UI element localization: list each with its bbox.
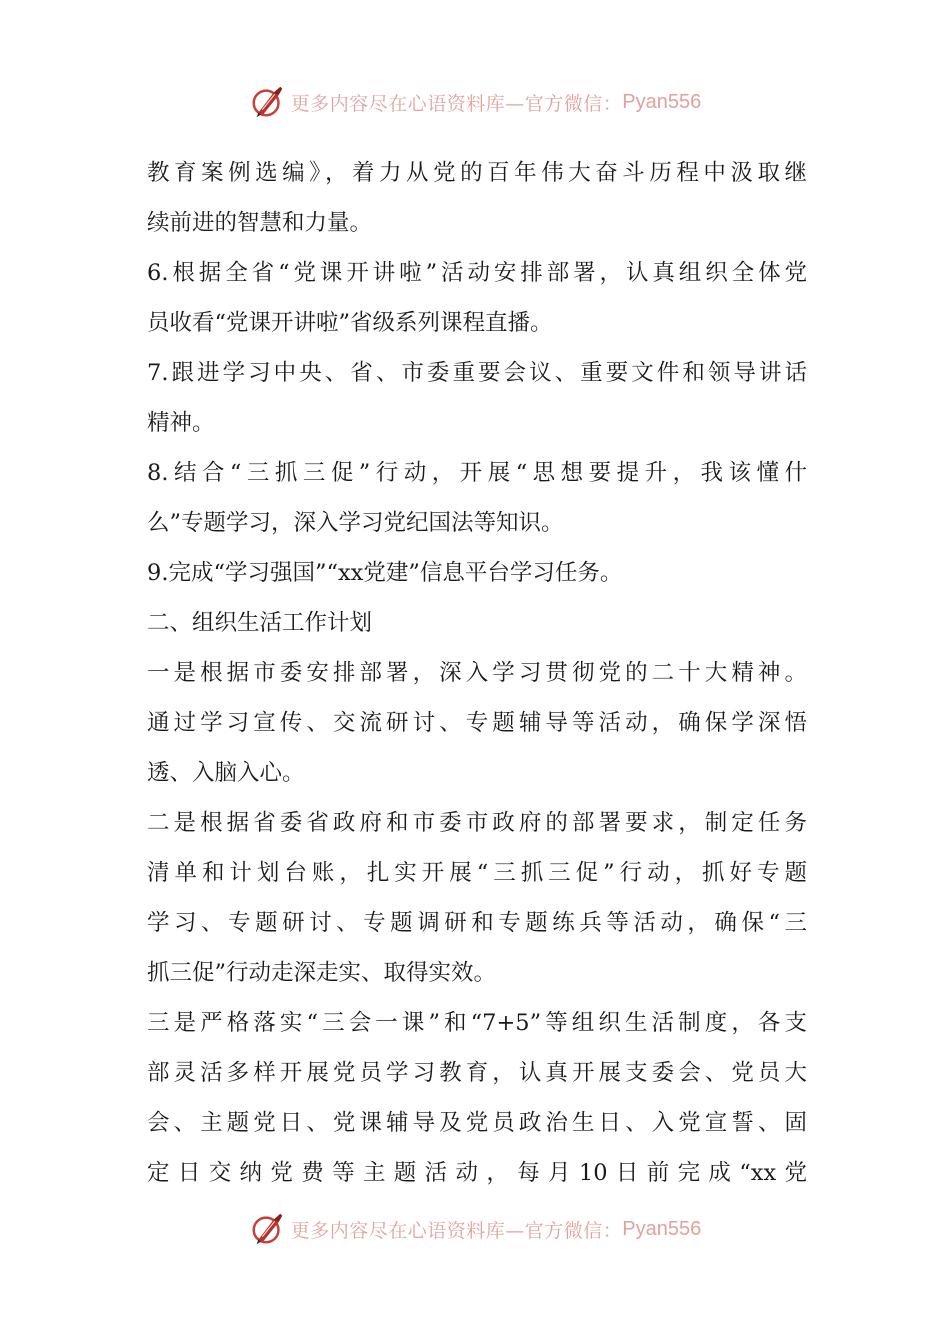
watermark-text: 更多内容尽在心语资料库—官方微信： [290, 1219, 623, 1242]
text-line: 么”专题学习，深入学习党纪国法等知识。 [147, 510, 564, 536]
text-line: 员收看“党课开讲啦”省级系列课程直播。 [147, 310, 553, 336]
text-line: 7.跟进学习中央、省、市委重要会议、重要文件和领导讲话 [147, 360, 807, 386]
watermark-header [0, 80, 950, 124]
fountain-pen-circle-icon [249, 1210, 287, 1248]
watermark-handle: Pyan556 [622, 1217, 702, 1240]
watermark-handle: Pyan556 [622, 90, 702, 113]
text-line: 学习、专题研讨、专题调研和专题练兵等活动，确保“三 [147, 910, 807, 936]
text-line: 通过学习宣传、交流研讨、专题辅导等活动，确保学深悟 [147, 710, 807, 736]
text-line: 会、主题党日、党课辅导及党员政治生日、入党宣誓、固 [147, 1110, 807, 1136]
text-line: 教育案例选编》，着力从党的百年伟大奋斗历程中汲取继 [147, 160, 807, 186]
text-line: 6.根据全省“党课开讲啦”活动安排部署，认真组织全体党 [147, 260, 807, 286]
text-line: 抓三促”行动走深走实、取得实效。 [147, 960, 497, 986]
document-body [147, 148, 807, 1198]
watermark-text: 更多内容尽在心语资料库—官方微信： [290, 92, 623, 115]
text-line: 一是根据市委安排部署，深入学习贯彻党的二十大精神。 [147, 660, 807, 686]
text-line: 透、入脑入心。 [147, 760, 305, 786]
section-heading: 二、组织生活工作计划 [147, 610, 373, 636]
text-line: 清单和计划台账，扎实开展“三抓三促”行动，抓好专题 [147, 860, 807, 886]
text-line: 二是根据省委省政府和市委市政府的部署要求，制定任务 [147, 810, 807, 836]
text-line: 续前进的智慧和力量。 [147, 210, 373, 236]
text-line: 三是严格落实“三会一课”和“7+5”等组织生活制度，各支 [147, 1010, 807, 1036]
text-line: 精神。 [147, 410, 215, 436]
watermark-footer [0, 1207, 950, 1251]
text-line: 8.结合“三抓三促”行动，开展“思想要提升，我该懂什 [147, 460, 807, 486]
fountain-pen-circle-icon [249, 83, 287, 121]
text-line: 部灵活多样开展党员学习教育，认真开展支委会、党员大 [147, 1060, 807, 1086]
text-line: 9.完成“学习强国”“xx党建”信息平台学习任务。 [147, 560, 623, 586]
text-line: 定日交纳党费等主题活动，每月10日前完成“xx党 [147, 1160, 807, 1186]
